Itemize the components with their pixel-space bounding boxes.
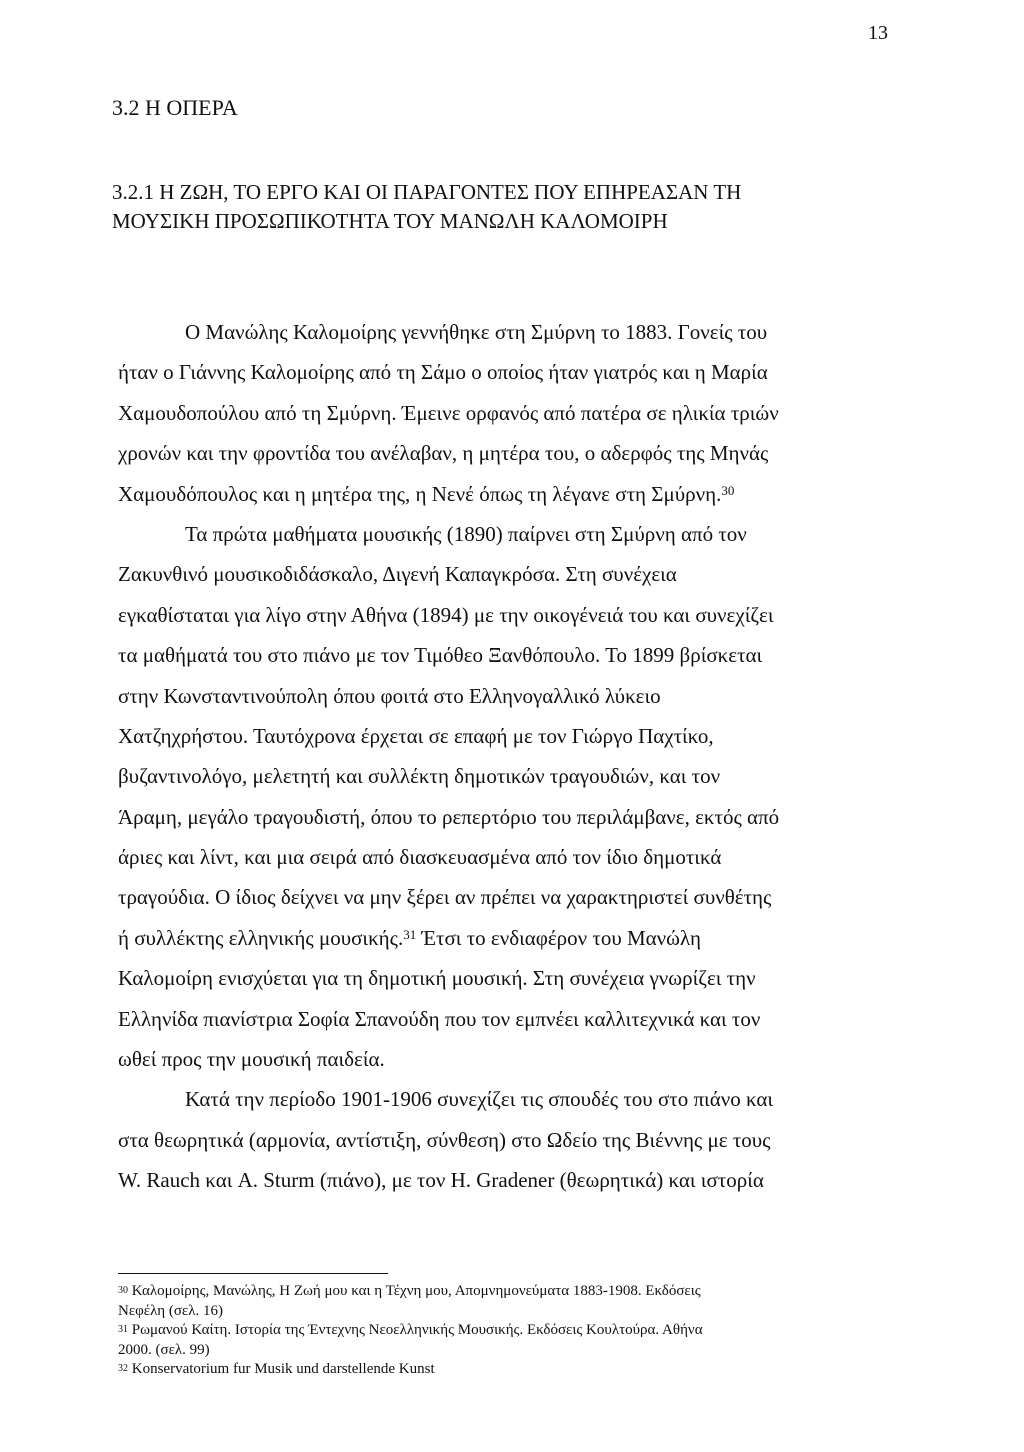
body-text bbox=[118, 318, 878, 1207]
footnote-mark: 31 bbox=[118, 1324, 128, 1335]
body-line: Κατά την περίοδο 1901-1906 συνεχίζει τις σπουδές του στο πιάνο και bbox=[185, 1087, 773, 1112]
body-line: στην Κωνσταντινούπολη όπου φοιτά στο Ελληνογαλλικό λύκειο bbox=[118, 683, 661, 708]
body-line: W. Rauch και A. Sturm (πιάνο), με τον H. Gradener (θεωρητικά) και ιστορία bbox=[118, 1168, 764, 1193]
body-line: χρονών και την φροντίδα του ανέλαβαν, η μητέρα του, ο αδερφός της Μηνάς bbox=[118, 441, 769, 466]
body-text-span: Χαμουδόπουλος και η μητέρα της, η Νενέ όπως τη λέγανε στη Σμύρνη. bbox=[118, 481, 722, 506]
body-line: Άραμη, μεγάλο τραγουδιστή, όπου το ρεπερτόριο του περιλάμβανε, εκτός από bbox=[118, 804, 780, 829]
footnote-31-cont: 2000. (σελ. 99) bbox=[118, 1341, 210, 1358]
footnote-ref-30: 30 bbox=[721, 482, 735, 498]
body-line bbox=[118, 480, 878, 520]
body-line: εγκαθίσταται για λίγο στην Αθήνα (1894) με την οικογένειά του και συνεχίζει bbox=[118, 602, 774, 627]
body-line: στα θεωρητικά (αρμονία, αντίστιξη, σύνθεση) στο Ωδείο της Βιέννης με τους bbox=[118, 1127, 771, 1152]
footnotes bbox=[118, 1282, 878, 1380]
body-line: Χατζηχρήστου. Ταυτόχρονα έρχεται σε επαφή με τον Γιώργο Παχτίκο, bbox=[118, 723, 714, 748]
subsection-title-line: ΜΟΥΣΙΚΗ ΠΡΟΣΩΠΙΚΟΤΗΤΑ ΤΟΥ ΜΑΝΩΛΗ ΚΑΛΟΜΟΙΡΗ bbox=[112, 209, 668, 233]
footnote-mark: 30 bbox=[118, 1285, 128, 1296]
subsection-title bbox=[112, 178, 912, 236]
footnote-ref-31: 31 bbox=[403, 926, 417, 942]
footnote-text: Konservatorium fur Musik und darstellende Kunst bbox=[128, 1361, 435, 1377]
body-line: ωθεί προς την μουσική παιδεία. bbox=[118, 1047, 385, 1072]
footnote-text: Καλομοίρης, Μανώλης, Η Ζωή μου και η Τέχνη μου, Απομνημονεύματα 1883-1908. Εκδόσεις bbox=[128, 1283, 701, 1299]
footnote-mark: 32 bbox=[118, 1363, 128, 1374]
footnote-32 bbox=[118, 1360, 878, 1380]
footnote-31 bbox=[118, 1321, 878, 1341]
body-text-span: Έτσι το ενδιαφέρον του Μανώλη bbox=[416, 925, 701, 950]
body-line: Ελληνίδα πιανίστρια Σοφία Σπανούδη που τον εμπνέει καλλιτεχνικά και τον bbox=[118, 1006, 761, 1031]
section-title: 3.2 Η ΟΠΕΡΑ bbox=[112, 95, 238, 120]
body-line: Χαμουδοπούλου από τη Σμύρνη. Έμεινε ορφανός από πατέρα σε ηλικία τριών bbox=[118, 400, 779, 425]
body-text-span: ή συλλέκτης ελληνικής μουσικής. bbox=[118, 925, 404, 950]
body-line: Τα πρώτα μαθήματα μουσικής (1890) παίρνει στη Σμύρνη από τον bbox=[185, 521, 747, 546]
body-line: τραγούδια. Ο ίδιος δείχνει να μην ξέρει αν πρέπει να χαρακτηριστεί συνθέτης bbox=[118, 885, 772, 910]
footnote-30-cont: Νεφέλη (σελ. 16) bbox=[118, 1302, 223, 1319]
body-line: ήταν ο Γιάννης Καλομοίρης από τη Σάμο ο οποίος ήταν γιατρός και η Μαρία bbox=[118, 360, 768, 385]
footnote-30 bbox=[118, 1282, 878, 1302]
body-line: τα μαθήματά του στο πιάνο με τον Τιμόθεο Ξανθόπουλο. Το 1899 βρίσκεται bbox=[118, 643, 763, 668]
footnote-divider bbox=[118, 1273, 388, 1274]
footnote-text: Ρωμανού Καίτη. Ιστορία της Έντεχνης Νεοελληνικής Μουσικής. Εκδόσεις Κουλτούρα. Αθήνα bbox=[128, 1322, 703, 1338]
body-line: Ζακυνθινό μουσικοδιδάσκαλο, Διγενή Καπαγκρόσα. Στη συνέχεια bbox=[118, 562, 677, 587]
body-line: άριες και λίντ, και μια σειρά από διασκευασμένα από τον ίδιο δημοτικά bbox=[118, 845, 722, 870]
body-line bbox=[118, 924, 878, 964]
body-line: Καλομοίρη ενισχύεται για τη δημοτική μουσική. Στη συνέχεια γνωρίζει την bbox=[118, 966, 756, 991]
page-number: 13 bbox=[868, 22, 888, 44]
body-line: βυζαντινολόγο, μελετητή και συλλέκτη δημοτικών τραγουδιών, και τον bbox=[118, 764, 721, 789]
body-line: Ο Μανώλης Καλομοίρης γεννήθηκε στη Σμύρνη το 1883. Γονείς του bbox=[185, 320, 768, 344]
subsection-title-line: 3.2.1 Η ΖΩΗ, ΤΟ ΕΡΓΟ ΚΑΙ ΟΙ ΠΑΡΑΓΟΝΤΕΣ ΠΟΥ ΕΠΗΡΕΑΣΑΝ ΤΗ bbox=[112, 180, 742, 204]
